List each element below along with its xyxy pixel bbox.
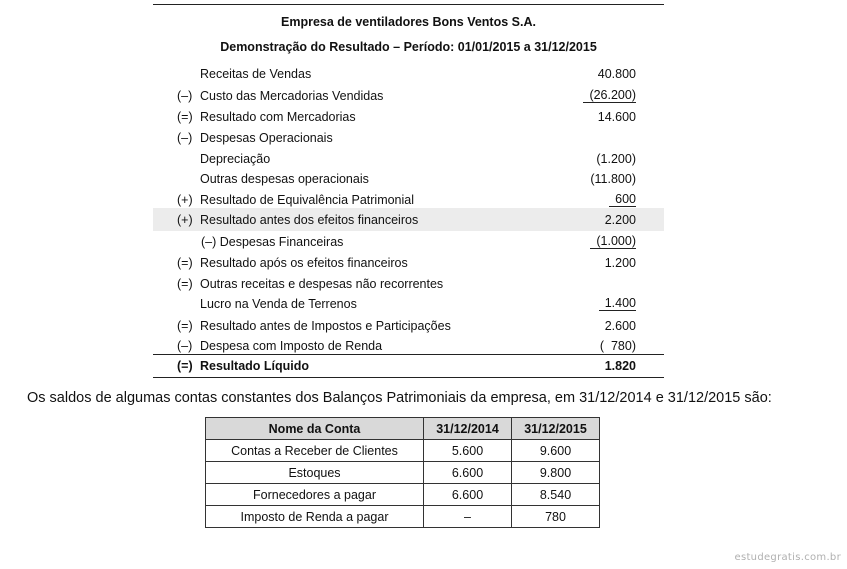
statement-row bbox=[153, 107, 664, 128]
statement-row bbox=[153, 149, 664, 170]
header-2015: 31/12/2015 bbox=[512, 418, 600, 440]
row-label: Despesa com Imposto de Renda bbox=[200, 339, 383, 353]
row-value: 14.600 bbox=[597, 110, 636, 124]
account-name: Fornecedores a pagar bbox=[206, 484, 424, 506]
statement-row bbox=[153, 232, 664, 253]
account-name: Contas a Receber de Clientes bbox=[206, 440, 424, 462]
row-operator: (+) bbox=[177, 213, 193, 227]
row-label: Resultado antes de Impostos e Participações bbox=[200, 319, 451, 333]
balance-table bbox=[205, 417, 600, 528]
balance-2015: 780 bbox=[512, 506, 600, 528]
row-label: Resultado Líquido bbox=[200, 359, 310, 373]
row-operator: (=) bbox=[177, 359, 193, 373]
row-operator: (=) bbox=[177, 277, 193, 291]
row-operator: (=) bbox=[177, 319, 193, 333]
row-value: 1.400 bbox=[599, 297, 636, 311]
header-2014: 31/12/2014 bbox=[424, 418, 512, 440]
row-operator: (–) bbox=[177, 89, 193, 103]
table-row bbox=[206, 506, 600, 528]
balance-2014: 6.600 bbox=[424, 484, 512, 506]
balance-2015: 9.600 bbox=[512, 440, 600, 462]
watermark: estudegratis.com.br bbox=[734, 552, 841, 563]
statement-row bbox=[153, 128, 664, 149]
row-label: Resultado de Equivalência Patrimonial bbox=[200, 193, 415, 207]
row-value: ( 780) bbox=[599, 339, 636, 353]
row-label: Depreciação bbox=[200, 152, 271, 166]
row-label: Outras despesas operacionais bbox=[200, 172, 369, 186]
row-value: 40.800 bbox=[597, 67, 636, 81]
balance-2014: – bbox=[424, 506, 512, 528]
table-row bbox=[206, 462, 600, 484]
row-operator: (–) bbox=[177, 339, 193, 353]
header-account-name: Nome da Conta bbox=[206, 418, 424, 440]
row-label: Resultado antes dos efeitos financeiros bbox=[200, 213, 419, 227]
row-operator: (–) bbox=[177, 131, 193, 145]
balance-2015: 8.540 bbox=[512, 484, 600, 506]
row-value: 2.200 bbox=[604, 213, 636, 227]
statement-row bbox=[153, 64, 664, 85]
table-header-row bbox=[206, 418, 600, 440]
table-row bbox=[206, 440, 600, 462]
statement-row bbox=[153, 316, 664, 337]
row-operator: (+) bbox=[177, 193, 193, 207]
row-value: (26.200) bbox=[583, 89, 636, 103]
intro-text: Os saldos de algumas contas constantes dos Balanços Patrimoniais da empresa, em 31/12/2014 e 31/12/2015 são: bbox=[27, 390, 772, 406]
balance-2014: 5.600 bbox=[424, 440, 512, 462]
row-value: (1.200) bbox=[596, 152, 636, 166]
income-statement bbox=[153, 4, 664, 373]
row-label: Despesas Operacionais bbox=[200, 131, 333, 145]
account-name: Imposto de Renda a pagar bbox=[206, 506, 424, 528]
row-value: 1.820 bbox=[604, 359, 636, 373]
row-label: Resultado com Mercadorias bbox=[200, 110, 356, 124]
statement-row bbox=[153, 208, 664, 231]
row-value: (11.800) bbox=[590, 172, 636, 186]
row-value: 2.600 bbox=[604, 319, 636, 333]
account-name: Estoques bbox=[206, 462, 424, 484]
row-operator: (=) bbox=[177, 110, 193, 124]
row-label: (–) Despesas Financeiras bbox=[201, 235, 344, 249]
balance-2015: 9.800 bbox=[512, 462, 600, 484]
row-value: 600 bbox=[609, 193, 636, 207]
statement-row bbox=[153, 274, 664, 295]
row-value: 1.200 bbox=[604, 256, 636, 270]
row-label: Receitas de Vendas bbox=[200, 67, 312, 81]
row-label: Resultado após os efeitos financeiros bbox=[200, 256, 408, 270]
table-row bbox=[206, 484, 600, 506]
row-operator: (=) bbox=[177, 256, 193, 270]
row-label: Outras receitas e despesas não recorrentes bbox=[200, 277, 444, 291]
statement-row bbox=[153, 294, 664, 315]
row-label: Custo das Mercadorias Vendidas bbox=[200, 89, 384, 103]
row-value: (1.000) bbox=[590, 235, 636, 249]
statement-row bbox=[153, 253, 664, 274]
statement-row bbox=[153, 169, 664, 190]
balance-2014: 6.600 bbox=[424, 462, 512, 484]
company-title: Empresa de ventiladores Bons Ventos S.A. bbox=[281, 15, 536, 29]
net-result-row bbox=[153, 354, 664, 378]
row-label: Lucro na Venda de Terrenos bbox=[200, 297, 357, 311]
statement-subtitle: Demonstração do Resultado – Período: 01/01/2015 a 31/12/2015 bbox=[220, 40, 597, 54]
statement-row bbox=[153, 86, 664, 107]
